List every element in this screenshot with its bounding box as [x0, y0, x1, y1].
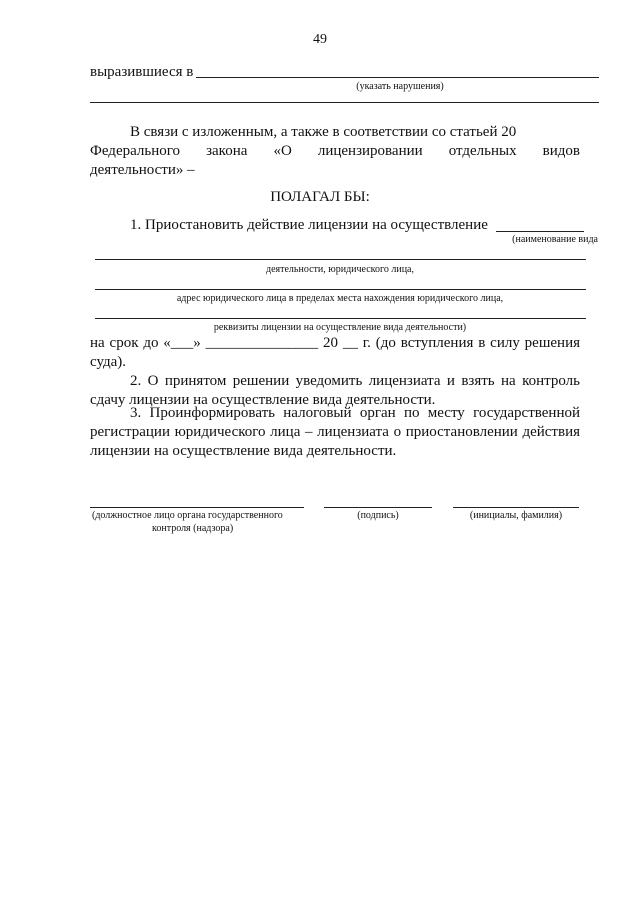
item-2-line-2: сдачу лицензии на осуществление вида деятельности.	[90, 392, 436, 408]
heading: ПОЛАГАЛ БЫ:	[270, 189, 370, 205]
item-3-line-1: 3. Проинформировать налоговый орган по месту государственной	[130, 405, 580, 421]
item-1-caption-4: реквизиты лицензии на осуществление вида деятельности)	[213, 322, 467, 333]
page-number: 49	[313, 32, 327, 47]
violations-line-2	[90, 102, 599, 103]
intro-line-1: В связи с изложенным, а также в соответствии со статьей 20	[130, 124, 517, 140]
item-1-term-line-2: суда).	[90, 354, 127, 370]
official-caption-line-1: (должностное лицо органа государственного	[92, 510, 283, 521]
name-line	[453, 507, 579, 508]
item-1-term-line-1: на срок до «___» _______________ 20 __ г. (до вступления в силу решения	[90, 335, 580, 351]
item-1-line-3	[95, 289, 586, 290]
intro-line-3: деятельности» –	[90, 162, 195, 178]
official-line	[90, 507, 304, 508]
item-1-line-4	[95, 318, 586, 319]
signature-line	[324, 507, 432, 508]
violations-line	[196, 77, 599, 78]
item-1-caption-3: адрес юридического лица в пределах места нахождения юридического лица,	[176, 293, 504, 304]
item-1-line-2	[95, 259, 586, 260]
item-1-text: 1. Приостановить действие лицензии на осуществление	[130, 217, 488, 233]
item-3-line-3: лицензии на осуществление вида деятельности.	[90, 443, 397, 459]
name-caption: (инициалы, фамилия)	[469, 510, 563, 521]
violations-caption: (указать нарушения)	[356, 81, 444, 92]
signature-caption: (подпись)	[357, 510, 399, 521]
item-2-line-1: 2. О принятом решении уведомить лицензиата и взять на контроль	[130, 373, 580, 389]
intro-line-2: Федерального закона «О лицензировании отдельных видов	[90, 143, 580, 159]
violations-prefix: выразившиеся в	[90, 64, 194, 80]
official-caption-line-2: контроля (надзора)	[152, 523, 234, 534]
item-3-line-2: регистрации юридического лица – лицензиата о приостановлении действия	[90, 424, 580, 440]
item-1-line-1	[496, 231, 584, 232]
item-1-caption-2: деятельности, юридического лица,	[266, 264, 414, 275]
item-1-caption-1: (наименование вида	[512, 234, 598, 245]
